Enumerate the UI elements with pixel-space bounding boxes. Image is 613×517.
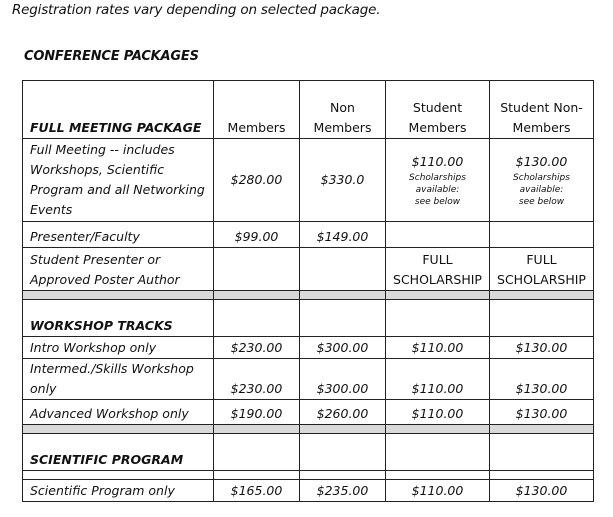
table-row: Intro Workshop only $230.00 $300.00 $110.00 $130.00 [23, 337, 594, 359]
header-row [23, 81, 594, 139]
packages-table [22, 80, 594, 502]
table-row: Scientific Program only $165.00 $235.00 $110.00 $130.00 [23, 480, 594, 502]
student-presenter-non-members [300, 248, 386, 291]
full-meeting-non-members: $330.0 [300, 139, 386, 222]
full-meeting-student-non: $130.00 Scholarships available: see below [490, 139, 594, 222]
student-presenter-student: FULL SCHOLARSHIP [386, 248, 490, 291]
full-meeting-desc: Full Meeting -- includes Workshops, Scientific Program and all Networking Events [23, 139, 214, 222]
header-non-members: Non Members [300, 81, 386, 139]
separator-row [23, 291, 594, 300]
header-student-members: Student Members [386, 81, 490, 139]
workshop-tracks-header [23, 300, 594, 337]
table-row: Advanced Workshop only $190.00 $260.00 $110.00 $130.00 [23, 400, 594, 425]
workshop-tracks-title: WORKSHOP TRACKS [23, 300, 214, 337]
student-presenter-student-non: FULL SCHOLARSHIP [490, 248, 594, 291]
presenter-members: $99.00 [214, 222, 300, 248]
full-meeting-student: $110.00 Scholarships available: see below [386, 139, 490, 222]
presenter-row [23, 222, 594, 248]
student-presenter-members [214, 248, 300, 291]
section-title: CONFERENCE PACKAGES [24, 49, 199, 64]
table-row: Intermed./Skills Workshop only $230.00 $300.00 $110.00 $130.00 [23, 359, 594, 400]
presenter-label: Presenter/Faculty [23, 222, 214, 248]
header-student-non-members: Student Non- Members [490, 81, 594, 139]
separator-row [23, 471, 594, 480]
full-meeting-members: $280.00 [214, 139, 300, 222]
header-members: Members [214, 81, 300, 139]
student-presenter-row [23, 248, 594, 291]
student-presenter-label: Student Presenter or Approved Poster Author [23, 248, 214, 291]
scientific-program-header [23, 434, 594, 471]
presenter-student [386, 222, 490, 248]
intro-text: Registration rates vary depending on selected package. [12, 2, 381, 18]
full-meeting-row [23, 139, 594, 222]
separator-row [23, 425, 594, 434]
header-package: FULL MEETING PACKAGE [23, 81, 214, 139]
presenter-student-non [490, 222, 594, 248]
presenter-non-members: $149.00 [300, 222, 386, 248]
scientific-program-title: SCIENTIFIC PROGRAM [23, 434, 214, 471]
